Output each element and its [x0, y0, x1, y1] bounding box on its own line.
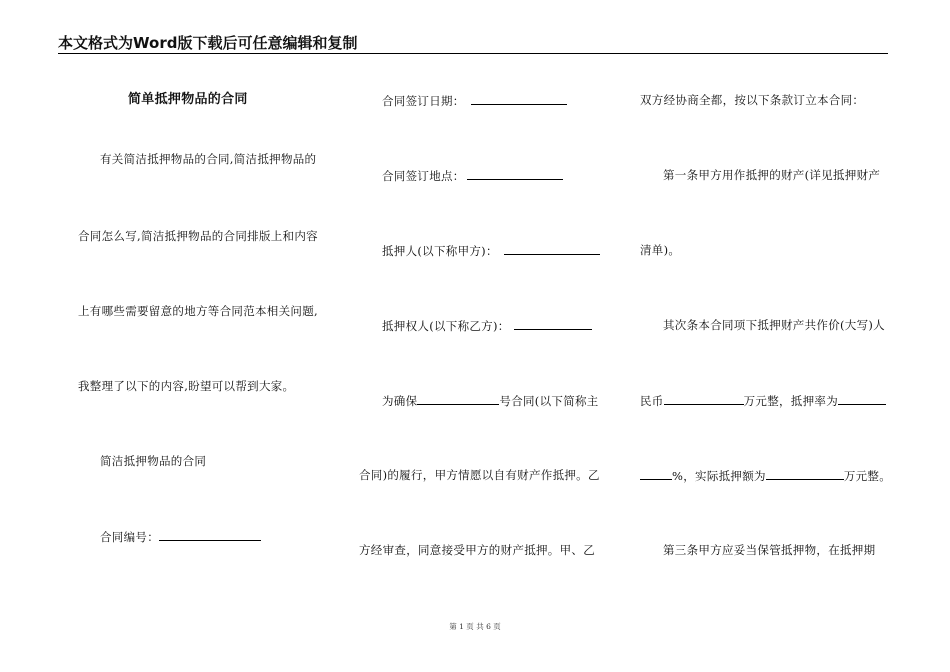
- mortgagor-blank: [504, 243, 600, 255]
- paragraph-line: 双方经协商全都，按以下条款订立本合同：: [640, 93, 865, 107]
- contract-number-row: [100, 529, 261, 544]
- main-contract-prefix: 为确保: [382, 394, 418, 408]
- article-3-line: 第三条甲方应妥当保管抵押物，在抵押期: [663, 543, 876, 557]
- paragraph-line: 合同怎么写,简洁抵押物品的合同排版上和内容: [78, 229, 318, 243]
- mortgagor-row: [382, 243, 600, 258]
- paragraph-line: 有关简洁抵押物品的合同,简洁抵押物品的: [100, 152, 317, 166]
- actual-amount-label: %，实际抵押额为: [672, 469, 766, 483]
- contract-number-label: 合同编号：: [100, 530, 159, 544]
- mortgagor-label: 抵押人(以下称甲方)：: [382, 244, 498, 258]
- sign-place-blank: [467, 168, 563, 180]
- sign-place-label: 合同签订地点：: [382, 169, 465, 183]
- actual-amount-row: [640, 468, 891, 483]
- document-title: 简单抵押物品的合同: [128, 92, 248, 107]
- article-1-line: 第一条甲方用作抵押的财产(详见抵押财产: [663, 168, 881, 182]
- main-contract-suffix: 号合同(以下简称主: [499, 394, 599, 408]
- actual-amount-blank: [766, 468, 844, 480]
- amount-row: [640, 393, 886, 408]
- article-2-line: 其次条本合同项下抵押财产共作价(大写)人: [663, 318, 885, 332]
- paragraph-line: 方经审查，同意接受甲方的财产抵押。甲、乙: [359, 543, 595, 557]
- sign-date-blank: [471, 93, 567, 105]
- mortgage-rate-blank: [838, 393, 886, 405]
- sign-place-row: [382, 168, 563, 183]
- sign-date-row: [382, 93, 567, 108]
- mortgagee-row: [382, 318, 592, 333]
- main-contract-blank: [417, 393, 499, 405]
- actual-amount-suffix: 万元整。: [843, 469, 892, 483]
- paragraph-line: 合同)的履行，甲方情愿以自有财产作抵押。乙: [359, 468, 600, 482]
- main-contract-row: [382, 393, 599, 408]
- sign-date-label: 合同签订日期：: [382, 94, 465, 108]
- mortgagee-label: 抵押权人(以下称乙方)：: [382, 319, 510, 333]
- page-footer: 第 1 页 共 6 页: [449, 622, 501, 631]
- paragraph-line: 我整理了以下的内容,盼望可以帮到大家。: [78, 379, 295, 393]
- paragraph-line: 上有哪些需要留意的地方等合同范本相关问题,: [78, 304, 318, 318]
- header-divider: [58, 53, 888, 54]
- contract-subtitle: 简洁抵押物品的合同: [100, 454, 207, 468]
- paragraph-line: 清单)。: [640, 243, 681, 257]
- amount-prefix: 民币: [640, 394, 664, 408]
- amount-suffix: 万元整，抵押率为: [743, 394, 839, 408]
- mortgagee-blank: [514, 318, 592, 330]
- rate-blank: [640, 468, 672, 480]
- contract-number-blank: [159, 529, 261, 541]
- document-header: 本文格式为Word版下载后可任意编辑和复制: [58, 34, 358, 52]
- amount-blank: [664, 393, 744, 405]
